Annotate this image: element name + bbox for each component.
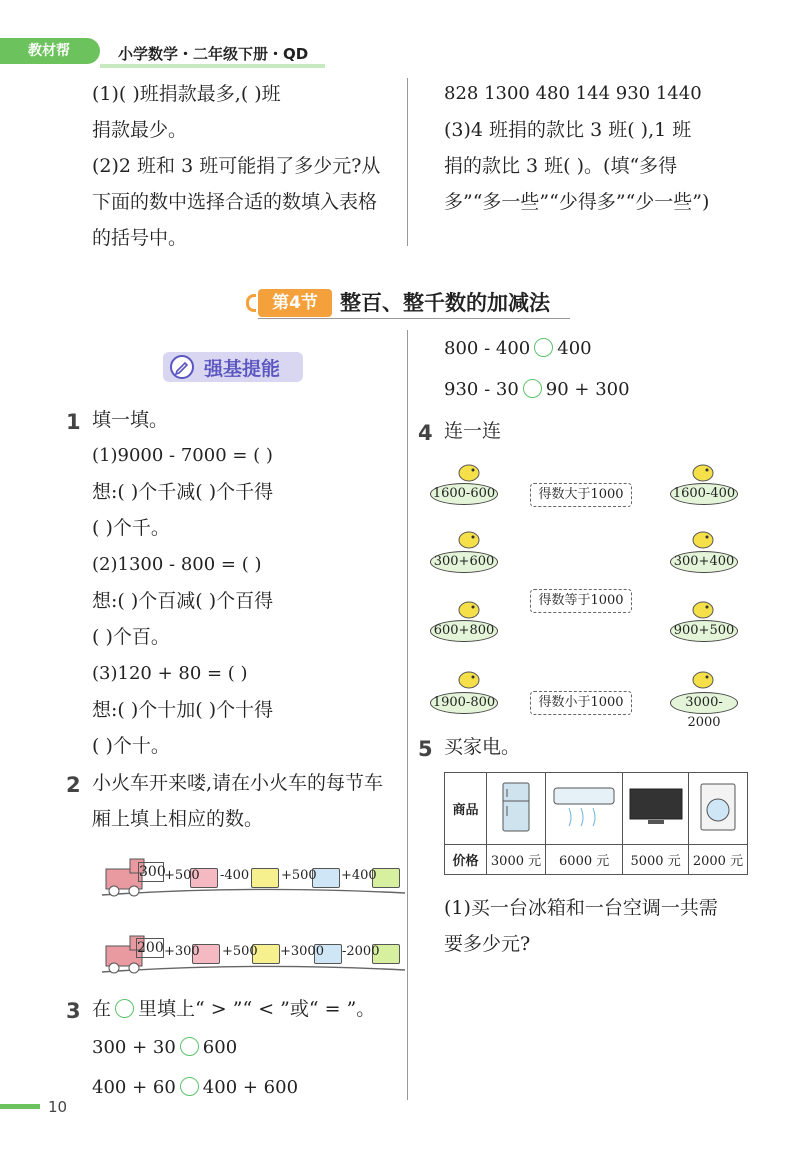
pencil-icon — [170, 355, 194, 379]
train-1-op-4: +400 — [341, 868, 377, 883]
appliance-table — [444, 772, 748, 875]
q3-item-3-circle[interactable] — [534, 338, 553, 357]
q3-item-2-right: 400 + 600 — [202, 1077, 299, 1098]
chick-icon — [456, 667, 482, 689]
train-1-car-2[interactable] — [251, 868, 279, 888]
q3-item-2-left: 400 + 60 — [92, 1077, 176, 1098]
q4-number: 4 — [418, 421, 433, 445]
price-ac: 6000 元 — [546, 845, 623, 875]
q4-category-less[interactable]: 得数小于1000 — [530, 691, 632, 715]
q4-right-2[interactable]: 300+400 — [670, 551, 738, 573]
train-2-op-2: +500 — [222, 944, 258, 959]
tv-cell — [623, 773, 689, 845]
chick-icon — [690, 527, 716, 549]
q1-part3-result: ( )个十。 — [92, 735, 170, 757]
section-title: 整百、整千数的加减法 — [340, 291, 550, 315]
q3-item-1 — [92, 1030, 237, 1066]
book-tag: 教材帮 — [0, 38, 100, 64]
chick-icon — [690, 460, 716, 482]
q3-item-3-left: 800 - 400 — [444, 338, 531, 359]
q3-item-4 — [444, 372, 630, 408]
carry-q-line3: (2)2 班和 3 班可能捐了多少元?从 — [92, 155, 381, 177]
footer-bar — [0, 1104, 40, 1109]
train-1-op-2: -400 — [220, 868, 250, 883]
price-tv: 5000 元 — [623, 845, 689, 875]
q5-number: 5 — [418, 737, 433, 761]
q1-part1-think: 想:( )个千减( )个千得 — [92, 481, 274, 503]
q2-number: 2 — [66, 773, 81, 797]
candidate-numbers: 828 1300 480 144 930 1440 — [444, 83, 702, 104]
chick-icon — [690, 597, 716, 619]
q1-part2-think: 想:( )个百减( )个百得 — [92, 590, 274, 612]
goods-header: 商品 — [445, 773, 487, 845]
train-2-op-3: +3000 — [280, 944, 324, 959]
q3-item-1-left: 300 + 30 — [92, 1037, 176, 1058]
q3-item-4-left: 930 - 30 — [444, 379, 519, 400]
section-badge: 第4节 — [258, 289, 332, 317]
q3-item-3 — [444, 331, 592, 367]
book-title: 小学数学・二年级下册・QD — [118, 45, 309, 63]
q1-part3: (3)120 + 80 = ( ) — [92, 663, 248, 684]
air-conditioner-icon — [551, 782, 617, 832]
chick-icon — [456, 597, 482, 619]
q3-number: 3 — [66, 999, 81, 1023]
q4-right-4[interactable]: 3000-2000 — [670, 692, 738, 714]
q3-title-a: 在 — [92, 998, 112, 1020]
column-divider-main — [407, 330, 408, 1100]
q1-part1: (1)9000 - 7000 = ( ) — [92, 445, 273, 466]
q1-part2-result: ( )个百。 — [92, 626, 170, 648]
fridge-cell — [487, 773, 546, 845]
subsection-label: 强基提能 — [204, 358, 281, 380]
chick-icon — [456, 527, 482, 549]
q4-category-equal[interactable]: 得数等于1000 — [530, 589, 632, 613]
q1-part3-think: 想:( )个十加( )个十得 — [92, 699, 274, 721]
ac-cell — [546, 773, 623, 845]
q5-sub1-line1: (1)买一台冰箱和一台空调一共需 — [444, 897, 718, 919]
q3-title — [92, 991, 375, 1027]
carry-q3-line3: 多”“多一些”“少得多”“少一些”) — [444, 191, 710, 213]
washing-machine-icon — [698, 782, 738, 832]
q5-title: 买家电。 — [444, 736, 521, 758]
fridge-icon — [501, 781, 531, 833]
carry-q3-line1: (3)4 班捐的款比 3 班( ),1 班 — [444, 119, 692, 141]
price-fridge: 3000 元 — [487, 845, 546, 875]
q3-item-4-right: 90 + 300 — [545, 379, 630, 400]
compare-circle-icon — [115, 999, 134, 1018]
train-2-start: 200 — [137, 940, 164, 956]
train-1-start: 300 — [139, 864, 166, 880]
q2-text-line2: 厢上填上相应的数。 — [92, 808, 264, 830]
q1-number: 1 — [66, 410, 81, 434]
chick-icon — [690, 667, 716, 689]
page-number: 10 — [48, 1098, 68, 1116]
carry-q3-line2: 捐的款比 3 班( )。(填“多得 — [444, 155, 678, 177]
q1-part1-result: ( )个千。 — [92, 517, 170, 539]
q4-right-3[interactable]: 900+500 — [670, 620, 738, 642]
q3-title-b: 里填上“ > ”“ < ”或“ = ”。 — [138, 998, 376, 1020]
price-washer: 2000 元 — [688, 845, 747, 875]
q4-category-greater[interactable]: 得数大于1000 — [530, 483, 632, 507]
chick-icon — [456, 460, 482, 482]
q4-title: 连一连 — [444, 420, 502, 442]
train-1-op-1: +500 — [164, 868, 200, 883]
q4-left-2[interactable]: 300+600 — [430, 551, 498, 573]
carry-q-line4: 下面的数中选择合适的数填入表格 — [92, 191, 378, 213]
q3-item-1-circle[interactable] — [180, 1037, 199, 1056]
carry-q-line2: 捐款最少。 — [92, 119, 188, 141]
q4-left-1[interactable]: 1600-600 — [430, 483, 498, 505]
carry-q-line1: (1)( )班捐款最多,( )班 — [92, 83, 281, 105]
train-1-op-3: +500 — [281, 868, 317, 883]
q3-item-2-circle[interactable] — [180, 1077, 199, 1096]
q3-item-2 — [92, 1070, 298, 1106]
column-divider-top — [407, 78, 408, 246]
q3-item-4-circle[interactable] — [523, 379, 542, 398]
washer-cell — [688, 773, 747, 845]
q1-part2: (2)1300 - 800 = ( ) — [92, 554, 262, 575]
q1-title: 填一填。 — [92, 409, 169, 431]
section-notch — [246, 294, 256, 312]
q4-right-1[interactable]: 1600-400 — [670, 483, 738, 505]
q4-left-3[interactable]: 600+800 — [430, 620, 498, 642]
train-2-op-1: +300 — [164, 944, 200, 959]
price-header: 价格 — [445, 845, 487, 875]
tv-icon — [628, 787, 684, 827]
q3-item-1-right: 600 — [202, 1037, 238, 1058]
q5-sub1-line2: 要多少元? — [444, 933, 531, 955]
header-underline — [100, 64, 325, 68]
section-underline — [258, 318, 570, 319]
q3-item-3-right: 400 — [557, 338, 592, 359]
train-2-op-4: -2000 — [342, 944, 380, 959]
q4-left-4[interactable]: 1900-800 — [430, 692, 498, 714]
q2-text-line1: 小火车开来喽,请在小火车的每节车 — [92, 772, 384, 794]
carry-q-line5: 的括号中。 — [92, 227, 188, 249]
